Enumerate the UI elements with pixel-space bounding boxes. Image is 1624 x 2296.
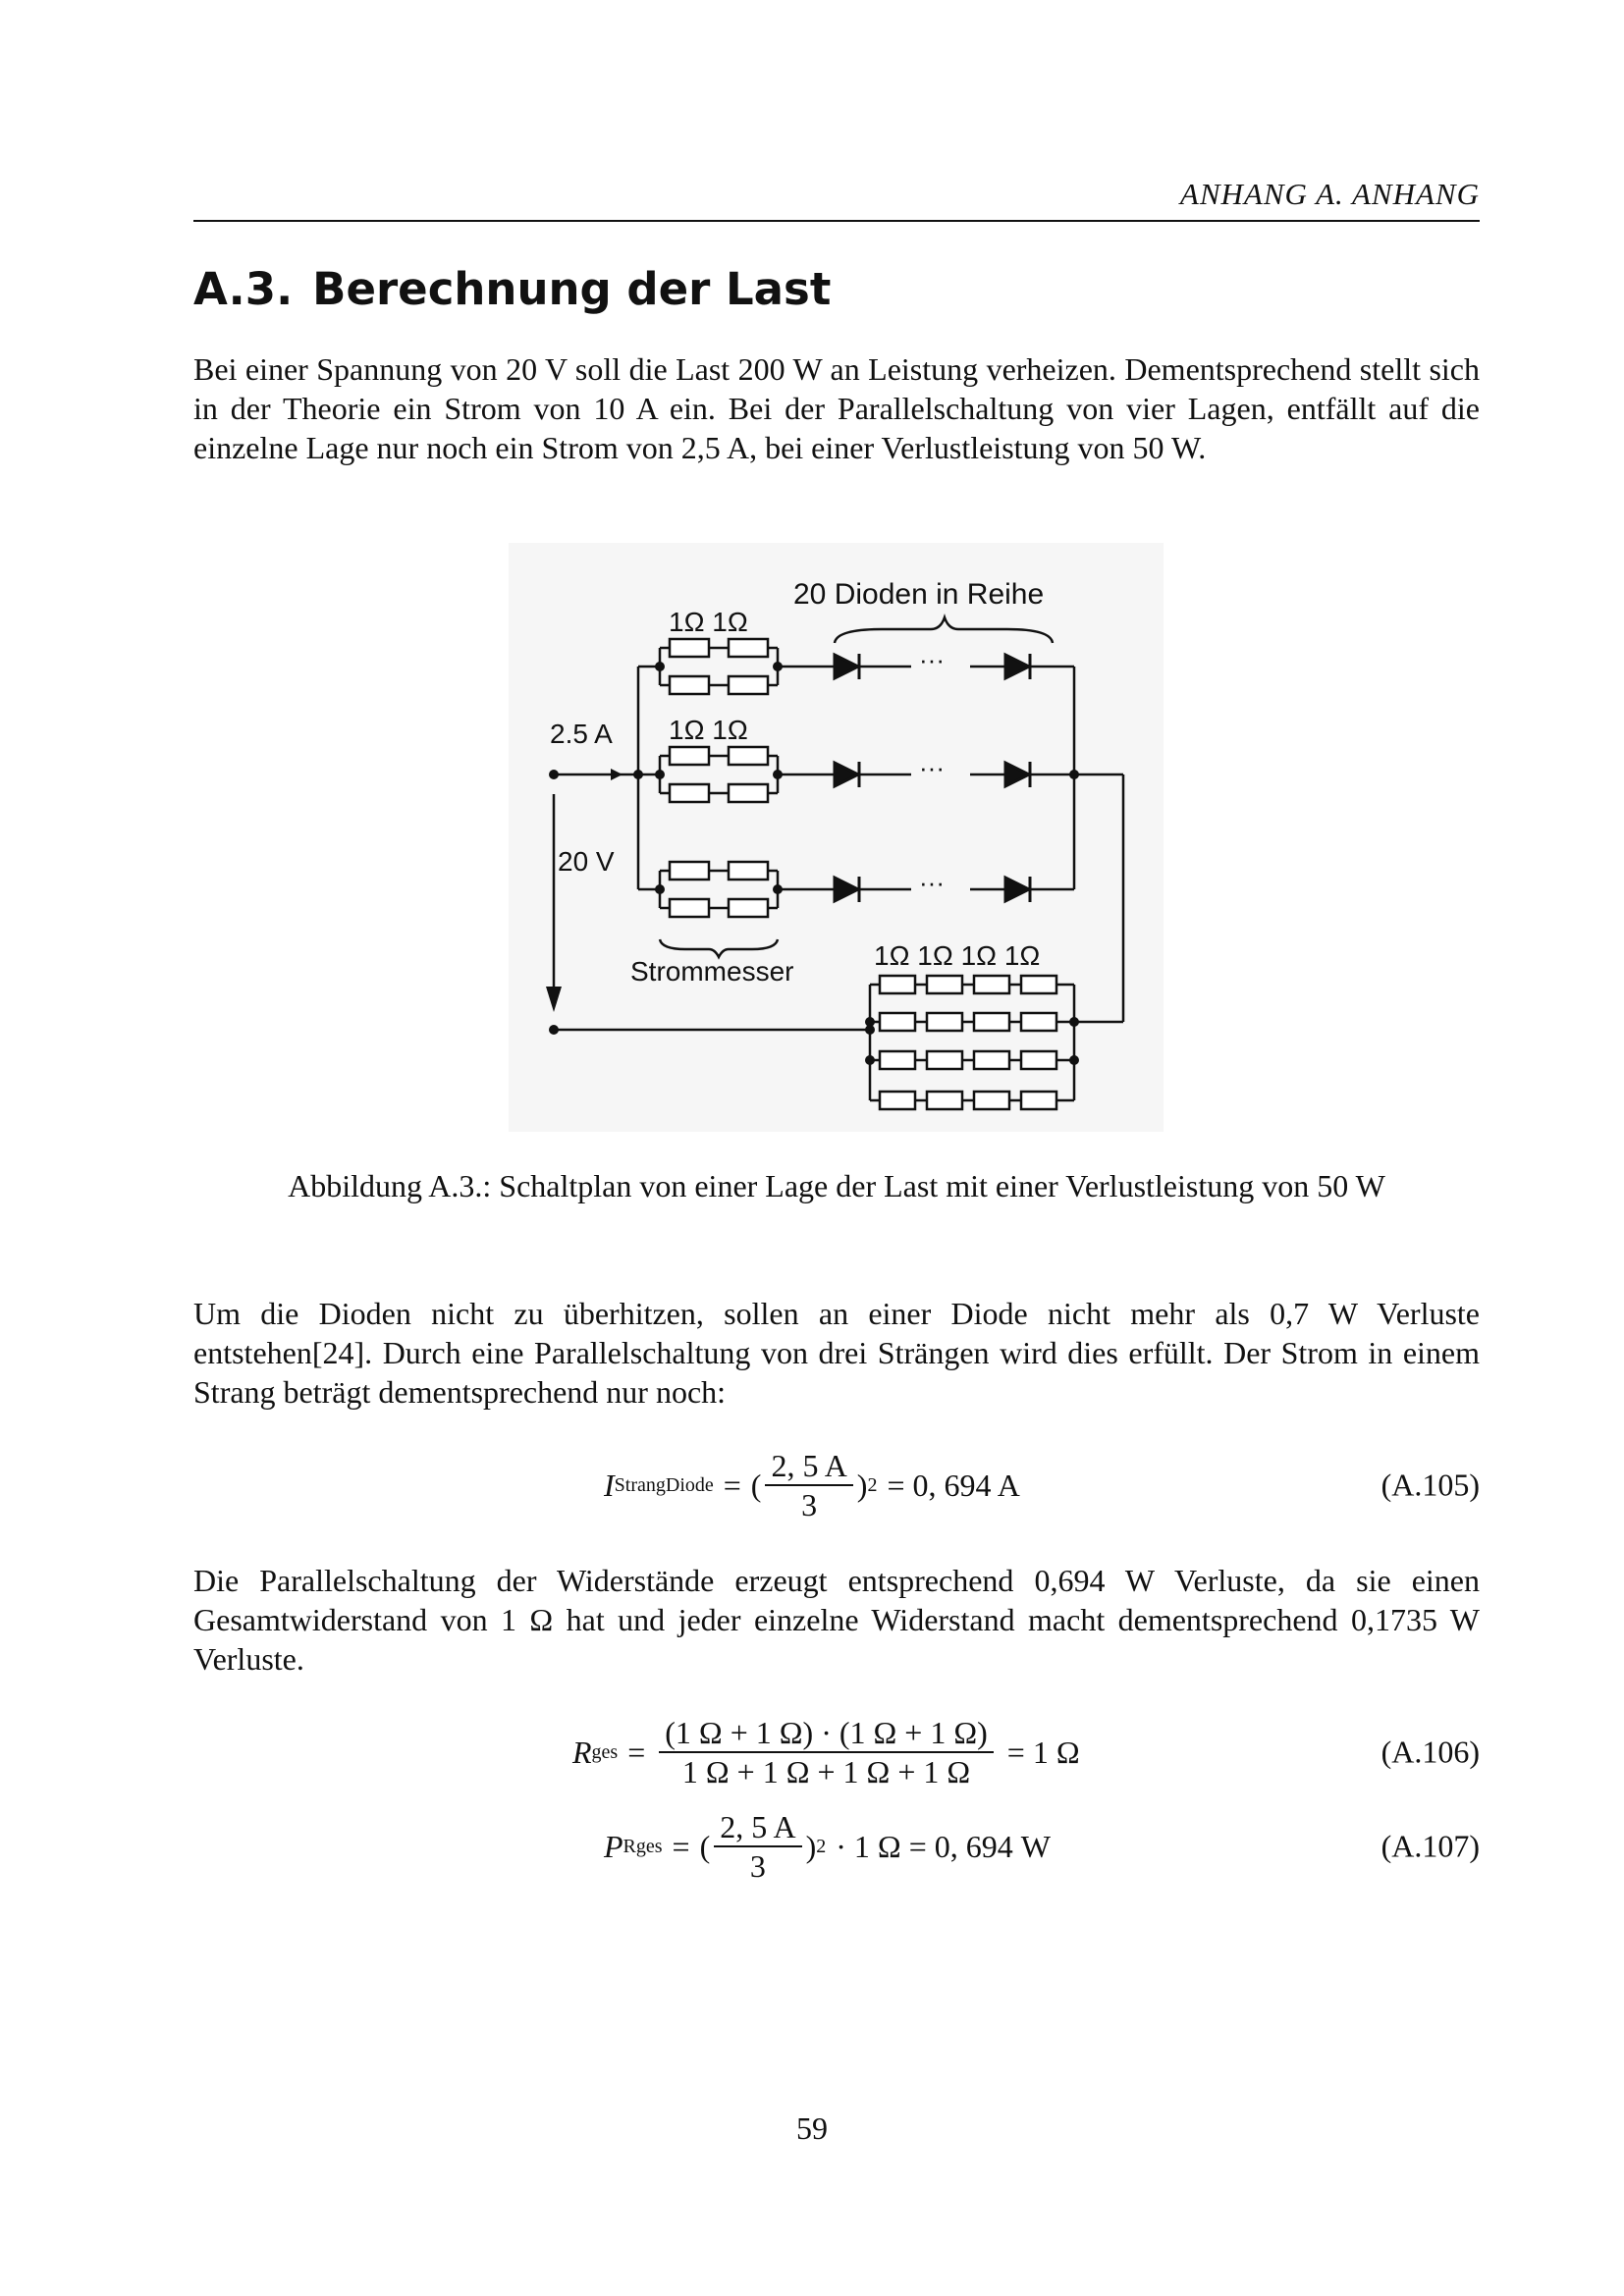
eq106-fraction (659, 1714, 994, 1790)
eq105-var: I (604, 1467, 615, 1503)
eq105-pow: 2 (867, 1473, 878, 1496)
eq105-open: ( (750, 1467, 762, 1503)
eq107-open: ( (699, 1828, 711, 1864)
eq106-label: (A.106) (1380, 1734, 1480, 1770)
section-number: A.3. (193, 263, 294, 315)
equation-a107 (193, 1802, 1480, 1891)
paragraph-diodes: Um die Dioden nicht zu überhitzen, sollen an einer Diode nicht mehr als 0,7 W Verluste entstehen[24]. Durch eine Parallelschaltung von drei Strängen wird dies erfüllt. Der Strom in einem Strang beträgt dementsprechend nur noch: (193, 1296, 1480, 1410)
label-resistor-pair-mid: 1Ω 1Ω (669, 715, 748, 745)
eq105-rhs: = 0, 694 A (887, 1467, 1020, 1503)
section-title (193, 263, 831, 315)
label-diodes-in-series: 20 Dioden in Reihe (793, 578, 1045, 611)
eq107-pow: 2 (816, 1835, 827, 1857)
label-current: 2.5 A (550, 719, 613, 749)
ellipsis-row-3: ··· (919, 868, 945, 897)
eq107-rhs: · 1 Ω = 0, 694 W (836, 1828, 1051, 1864)
section-title-text: Berechnung der Last (312, 263, 832, 315)
eq106-num: (1 Ω + 1 Ω) · (1 Ω + 1 Ω) (659, 1714, 994, 1753)
eq105-equals: = (723, 1467, 741, 1503)
eq106-den: 1 Ω + 1 Ω + 1 Ω + 1 Ω (681, 1754, 971, 1789)
ellipsis-row-2: ··· (919, 753, 945, 782)
page-number: 59 (796, 2110, 828, 2146)
eq105-fraction (765, 1447, 852, 1523)
ellipsis-row-1: ··· (919, 645, 945, 674)
eq106-sub: ges (591, 1740, 619, 1763)
paragraph-resistors: Die Parallelschaltung der Widerstände erzeugt entsprechend 0,694 W Verluste, da sie einen Gesamtwiderstand von 1 Ω hat und jeder einzelne Widerstand macht dementsprechend 0,1735 W Verluste. (193, 1563, 1480, 1677)
eq107-label: (A.107) (1380, 1828, 1480, 1864)
eq106-var: R (572, 1734, 592, 1770)
label-ammeter: Strommesser (630, 956, 794, 987)
eq105-num: 2, 5 A (765, 1447, 852, 1486)
running-header (193, 173, 1480, 222)
eq107-var: P (604, 1828, 623, 1864)
eq105-sub: StrangDiode (614, 1473, 714, 1496)
paragraph-intro: Bei einer Spannung von 20 V soll die Last 200 W an Leistung verheizen. Dementsprechend stellt sich in der Theorie ein Strom von 10 A ein. Bei der Parallelschaltung von vier Lagen, entfällt auf die einzelne Lage nur noch ein Strom von 2,5 A, bei einer Verlustleistung von 50 W. (193, 351, 1480, 465)
eq105-label: (A.105) (1380, 1467, 1480, 1503)
eq107-sub: Rges (623, 1835, 663, 1857)
equation-a105 (193, 1441, 1480, 1529)
running-title: ANHANG A. ANHANG (1179, 177, 1480, 211)
eq107-den: 3 (749, 1848, 766, 1884)
equation-a106 (193, 1708, 1480, 1796)
eq105-den: 3 (801, 1487, 818, 1522)
figure-caption: Abbildung A.3.: Schaltplan von einer Lage der Last mit einer Verlustleistung von 50 W (288, 1168, 1385, 1203)
label-resistor-row: 1Ω 1Ω 1Ω 1Ω (874, 940, 1041, 971)
eq107-num: 2, 5 A (714, 1808, 801, 1847)
eq107-equals: = (672, 1828, 690, 1864)
eq106-rhs: = 1 Ω (1006, 1734, 1080, 1770)
figure-background (509, 543, 1164, 1132)
label-voltage: 20 V (558, 846, 615, 877)
eq107-close: ) (805, 1828, 817, 1864)
eq107-fraction (714, 1808, 801, 1885)
circuit-diagram (509, 543, 1164, 1132)
eq105-close: ) (856, 1467, 868, 1503)
eq106-equals: = (627, 1734, 646, 1770)
label-resistor-pair-top: 1Ω 1Ω (669, 607, 748, 637)
